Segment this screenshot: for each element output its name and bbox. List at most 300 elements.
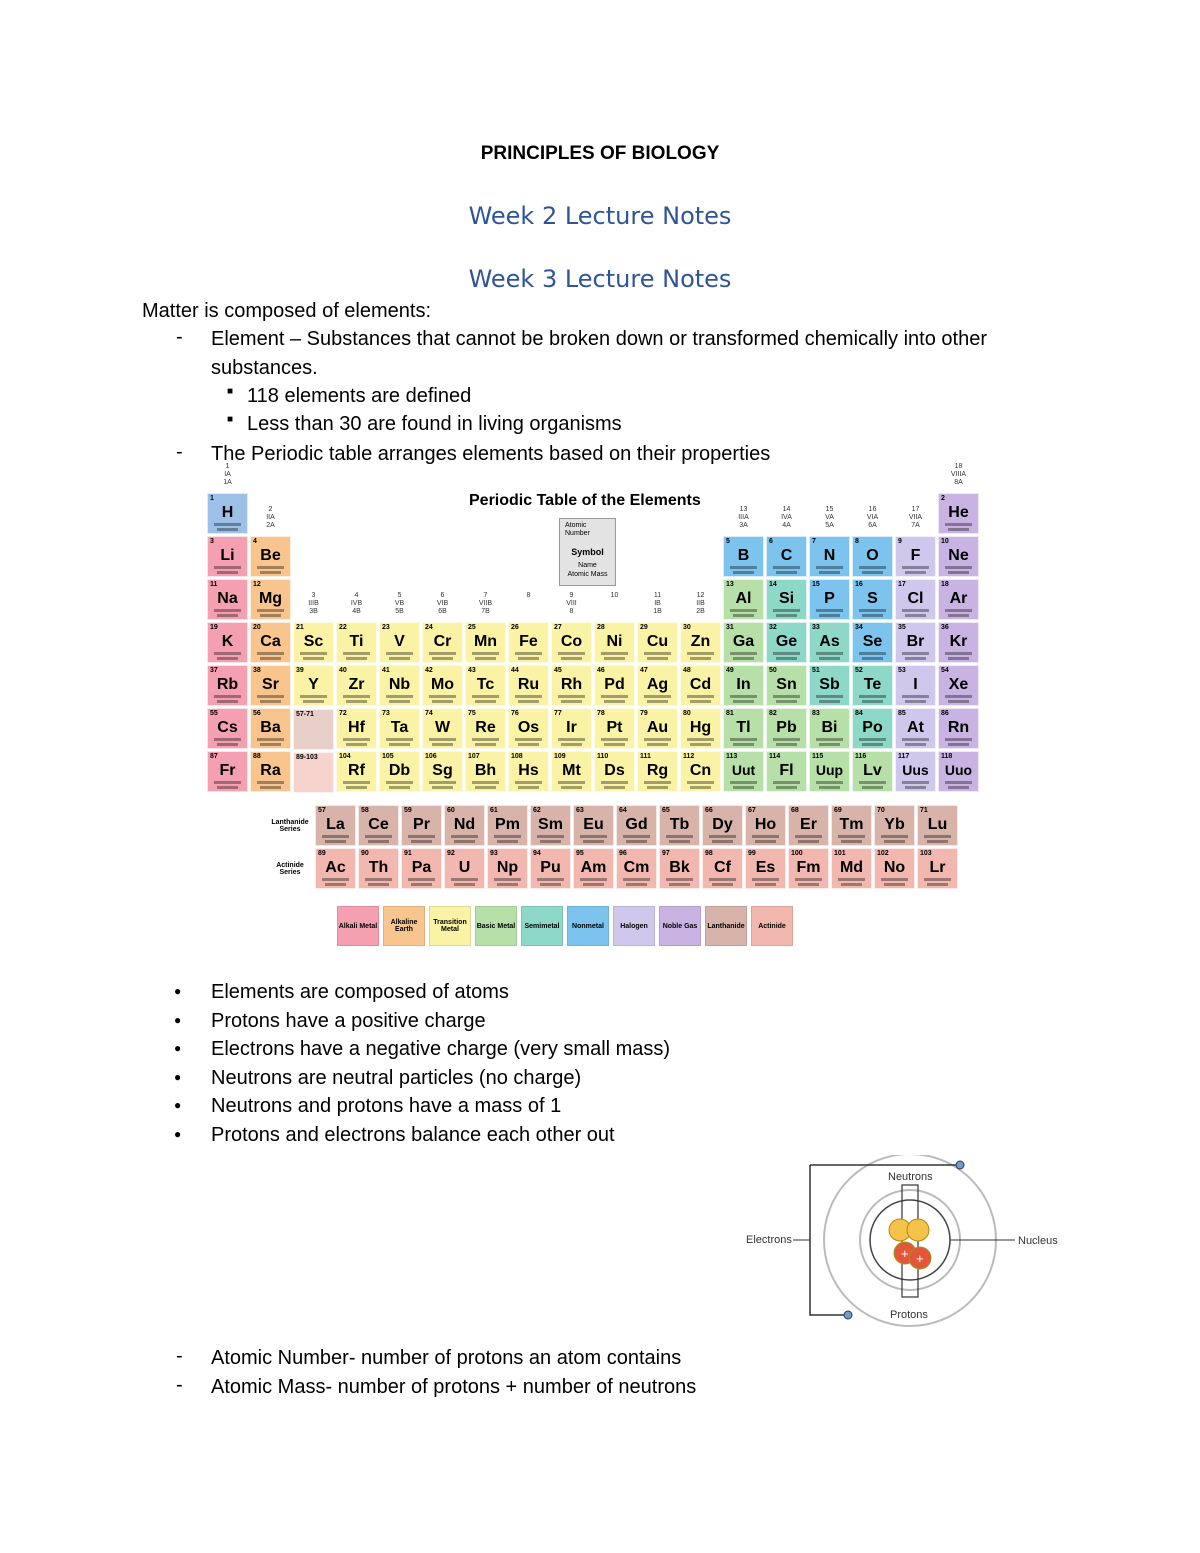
element-cell-ds <box>594 751 635 792</box>
element-symbol: Pa <box>411 859 432 876</box>
round-bullet: ● <box>174 1069 182 1084</box>
element-cell-ca <box>250 622 291 663</box>
element-cell-te <box>852 665 893 706</box>
atomic-number: 111 <box>640 753 651 760</box>
atomic-number: 110 <box>597 753 609 760</box>
element-symbol: Pt <box>606 719 623 736</box>
atomic-number: 17 <box>898 581 906 588</box>
element-cell-p <box>809 579 850 620</box>
element-symbol: Uut <box>731 762 756 778</box>
element-cell-lu <box>917 805 958 846</box>
element-cell-ir <box>551 708 592 749</box>
element-symbol: Tb <box>669 816 690 833</box>
element-symbol: Pm <box>495 816 520 833</box>
element-symbol: At <box>907 719 924 736</box>
atomic-number: 52 <box>855 667 863 674</box>
element-symbol: Bh <box>474 762 497 779</box>
element-symbol: Am <box>580 859 607 876</box>
element-cell-se <box>852 622 893 663</box>
square-bullet-item: 118 elements are defined <box>247 385 472 407</box>
element-cell-mn <box>465 622 506 663</box>
element-symbol: Pb <box>776 719 797 736</box>
dash-bullet: - <box>176 441 183 463</box>
element-symbol: Ca <box>260 633 281 650</box>
atomic-number: 100 <box>791 850 803 857</box>
round-bullet: ● <box>174 1041 182 1055</box>
element-symbol: Gd <box>625 816 648 833</box>
element-cell-po <box>852 708 893 749</box>
element-symbol: Ti <box>349 633 364 650</box>
atomic-number: 12 <box>253 581 261 588</box>
element-cell-mo <box>422 665 463 706</box>
atomic-number: 58 <box>361 807 369 814</box>
lanthanide-series-label: Lanthanide Series <box>271 819 309 833</box>
group-label: 10 <box>610 592 619 599</box>
atomic-number: 16 <box>855 581 863 588</box>
atomic-number: 15 <box>812 581 820 588</box>
round-bullet-item: Elements are composed of atoms <box>211 981 509 1003</box>
atomic-number: 51 <box>812 667 820 674</box>
atomic-number: 1 <box>210 495 214 502</box>
element-symbol: Ir <box>566 719 577 736</box>
actinide-series-label: Actinide Series <box>276 862 304 876</box>
plus-sign: + <box>916 1251 924 1266</box>
element-symbol: Cd <box>689 676 712 693</box>
element-symbol: Po <box>862 719 883 736</box>
atomic-number: 92 <box>447 850 455 857</box>
element-symbol: Uus <box>902 762 929 778</box>
atomic-number: 98 <box>705 850 713 857</box>
group-label: 11 IB 1B <box>653 592 662 615</box>
element-symbol: Cl <box>907 590 924 607</box>
element-symbol: Th <box>368 859 389 876</box>
element-symbol: Os <box>517 719 540 736</box>
element-symbol: Sg <box>432 762 453 779</box>
element-cell-at <box>895 708 936 749</box>
element-cell-no <box>874 848 915 889</box>
element-symbol: V <box>394 633 405 650</box>
atomic-number: 101 <box>834 850 846 857</box>
element-cell-re <box>465 708 506 749</box>
dash-bullet: - <box>176 1374 183 1396</box>
element-symbol: Tc <box>476 676 495 693</box>
element-symbol: K <box>221 633 234 650</box>
element-cell-sr <box>250 665 291 706</box>
atomic-number: 9 <box>898 538 902 545</box>
atomic-number: 84 <box>855 710 863 717</box>
atomic-number: 77 <box>554 710 562 717</box>
atomic-number: 106 <box>425 753 437 760</box>
element-cell-zr <box>336 665 377 706</box>
plus-sign: + <box>901 1246 909 1261</box>
actinide-placeholder: 89-103 <box>293 752 334 793</box>
element-cell-fe <box>508 622 549 663</box>
atomic-number: 5 <box>726 538 730 545</box>
element-symbol: Se <box>862 633 883 650</box>
electrons-label: Electrons <box>746 1234 792 1246</box>
element-cell-hs <box>508 751 549 792</box>
electron <box>844 1311 852 1319</box>
element-symbol: Er <box>800 816 817 833</box>
element-symbol: As <box>819 633 840 650</box>
element-symbol: Ra <box>260 762 281 779</box>
element-cell-ru <box>508 665 549 706</box>
group-label: 12 IIB 2B <box>696 592 705 615</box>
element-cell-au <box>637 708 678 749</box>
atomic-number: 95 <box>576 850 584 857</box>
atomic-number: 112 <box>683 753 695 760</box>
element-cell-h <box>207 493 248 534</box>
atomic-number: 65 <box>662 807 670 814</box>
atomic-number: 102 <box>877 850 889 857</box>
element-symbol: Br <box>906 633 925 650</box>
element-cell-er <box>788 805 829 846</box>
element-cell-mt <box>551 751 592 792</box>
dash-bullet: - <box>176 326 183 348</box>
element-symbol: Np <box>496 859 519 876</box>
element-symbol: Ta <box>390 719 409 736</box>
key-name-label: Name <box>578 562 597 569</box>
element-cell-uuo <box>938 751 979 792</box>
element-cell-o <box>852 536 893 577</box>
element-cell-f <box>895 536 936 577</box>
element-symbol: Cf <box>714 859 731 876</box>
element-symbol: O <box>866 547 879 564</box>
element-cell-mg <box>250 579 291 620</box>
element-cell-ni <box>594 622 635 663</box>
atomic-number: 72 <box>339 710 347 717</box>
element-cell-ba <box>250 708 291 749</box>
element-symbol: Es <box>755 859 776 876</box>
atomic-number: 11 <box>210 581 218 588</box>
atomic-number: 73 <box>382 710 390 717</box>
nucleus-outline <box>870 1200 950 1280</box>
element-cell-pa <box>401 848 442 889</box>
neutrons-label: Neutrons <box>888 1171 933 1183</box>
legend-lanthanide: Lanthanide <box>705 906 747 946</box>
element-cell-db <box>379 751 420 792</box>
element-cell-ar <box>938 579 979 620</box>
round-bullet-item: Electrons have a negative charge (very small mass) <box>211 1038 671 1060</box>
group-label: 16 VIA 6A <box>866 506 879 529</box>
element-symbol: Pu <box>540 859 561 876</box>
group-label: 17 VIIA 7A <box>908 506 923 529</box>
element-cell-ac <box>315 848 356 889</box>
element-symbol: Tl <box>736 719 751 736</box>
atomic-number: 81 <box>726 710 734 717</box>
intro-text: Matter is composed of elements: <box>142 300 432 322</box>
element-cell-si <box>766 579 807 620</box>
atomic-number: 27 <box>554 624 562 631</box>
element-cell-tb <box>659 805 700 846</box>
element-symbol: Nb <box>388 676 411 693</box>
element-cell-uup <box>809 751 850 792</box>
element-symbol: Sb <box>819 676 840 693</box>
element-symbol: Bi <box>821 719 838 736</box>
element-symbol: Rf <box>348 762 365 779</box>
atomic-number: 2 <box>941 495 945 502</box>
element-symbol: Sc <box>303 633 324 650</box>
legend-transition: Transition Metal <box>429 906 471 946</box>
square-bullet-item: Less than 30 are found in living organisms <box>247 413 622 435</box>
atomic-number: 103 <box>920 850 932 857</box>
atomic-number: 10 <box>941 538 949 545</box>
round-bullet: ● <box>174 1126 182 1141</box>
atomic-number: 33 <box>812 624 820 631</box>
element-symbol: Ru <box>517 676 540 693</box>
element-cell-b <box>723 536 764 577</box>
atomic-number: 31 <box>726 624 734 631</box>
atomic-number: 62 <box>533 807 541 814</box>
atomic-number: 6 <box>769 538 773 545</box>
key-mass-label: Atomic Mass <box>567 571 608 578</box>
atomic-number: 36 <box>941 624 949 631</box>
element-symbol: Tm <box>839 816 864 833</box>
element-symbol: Fr <box>219 762 236 779</box>
element-symbol: Fl <box>779 762 794 779</box>
element-cell-cm <box>616 848 657 889</box>
group-label: 4 IVB 4B <box>350 592 363 615</box>
square-bullet: ■ <box>227 414 234 425</box>
element-cell-tm <box>831 805 872 846</box>
atomic-number: 4 <box>253 538 257 545</box>
periodic-table-title: Periodic Table of the Elements <box>469 492 701 509</box>
element-cell-os <box>508 708 549 749</box>
element-symbol: F <box>910 547 921 564</box>
atomic-number: 108 <box>511 753 523 760</box>
atomic-number: 85 <box>898 710 906 717</box>
atomic-number: 76 <box>511 710 519 717</box>
atomic-number: 13 <box>726 581 734 588</box>
legend-nonmetal: Nonmetal <box>567 906 609 946</box>
element-symbol: Mg <box>258 590 283 607</box>
round-bullet: ● <box>174 984 182 998</box>
group-label: 3 IIIB 3B <box>308 592 319 615</box>
element-cell-th <box>358 848 399 889</box>
atomic-number: 26 <box>511 624 519 631</box>
element-symbol: Kr <box>949 633 968 650</box>
group-label: 7 VIIB 7B <box>478 592 493 615</box>
atomic-number: 24 <box>425 624 433 631</box>
periodic-table-text: The Periodic table arranges elements based on their properties <box>211 443 771 465</box>
element-symbol: U <box>458 859 471 876</box>
element-cell-xe <box>938 665 979 706</box>
element-symbol: Cu <box>646 633 669 650</box>
element-cell-nd <box>444 805 485 846</box>
atomic-number: 90 <box>361 850 369 857</box>
atomic-number: 67 <box>748 807 756 814</box>
atomic-number: 32 <box>769 624 777 631</box>
neutron <box>907 1219 929 1241</box>
element-cell-nb <box>379 665 420 706</box>
element-cell-k <box>207 622 248 663</box>
atomic-number: 3 <box>210 538 214 545</box>
atomic-number: 53 <box>898 667 906 674</box>
element-cell-i <box>895 665 936 706</box>
element-cell-ag <box>637 665 678 706</box>
group-label: 1 IA 1A <box>223 463 232 486</box>
element-definition: Element – Substances that cannot be broken down or transformed chemically into other <box>211 328 987 350</box>
element-cell-kr <box>938 622 979 663</box>
atomic-number: 46 <box>597 667 605 674</box>
atomic-number: 66 <box>705 807 713 814</box>
element-symbol: Ne <box>948 547 969 564</box>
atomic-number: 48 <box>683 667 691 674</box>
inner-electron-shell <box>860 1190 960 1290</box>
week-2-link[interactable]: Week 2 Lecture Notes <box>468 202 732 230</box>
group-label: 13 IIIA 3A <box>738 506 749 529</box>
lanthanide-placeholder: 57-71 <box>293 709 334 750</box>
atomic-number: 75 <box>468 710 476 717</box>
element-cell-sc <box>293 622 334 663</box>
atomic-number: 70 <box>877 807 885 814</box>
atomic-number: 89 <box>318 850 326 857</box>
atomic-number: 54 <box>941 667 949 674</box>
atomic-number: 41 <box>382 667 390 674</box>
legend-semimetal: Semimetal <box>521 906 563 946</box>
element-symbol: H <box>221 504 234 521</box>
element-cell-zn <box>680 622 721 663</box>
week-3-link[interactable]: Week 3 Lecture Notes <box>468 265 732 293</box>
atomic-number: 97 <box>662 850 670 857</box>
round-bullet-item: Protons have a positive charge <box>211 1009 486 1032</box>
element-symbol: Dy <box>712 816 733 833</box>
key-symbol-label: Symbol <box>571 547 604 557</box>
atomic-number: 113 <box>726 753 738 760</box>
group-label: 18 VIIIA 8A <box>950 463 967 486</box>
atomic-number: 118 <box>941 753 953 760</box>
atomic-number: 116 <box>855 753 867 760</box>
element-symbol: Fm <box>796 859 821 876</box>
element-symbol: Uuo <box>944 762 973 778</box>
atomic-number: 50 <box>769 667 777 674</box>
atomic-number: 99 <box>748 850 756 857</box>
legend-alkali: Alkali Metal <box>337 906 379 946</box>
element-symbol: Uup <box>815 762 844 778</box>
atomic-number: 42 <box>425 667 433 674</box>
element-cell-c <box>766 536 807 577</box>
atom-diagram <box>740 1155 1070 1330</box>
element-symbol: Mt <box>562 762 581 779</box>
atomic-number: 37 <box>210 667 218 674</box>
legend-actinide: Actinide <box>751 906 793 946</box>
element-symbol: Hg <box>689 719 712 736</box>
element-cell-pm <box>487 805 528 846</box>
element-symbol: Lr <box>929 859 946 876</box>
element-symbol: Ds <box>604 762 625 779</box>
element-symbol: Rg <box>646 762 669 779</box>
element-cell-pu <box>530 848 571 889</box>
element-symbol: La <box>326 816 345 833</box>
key-number-label: Number <box>565 530 590 537</box>
element-cell-rh <box>551 665 592 706</box>
atomic-number: 8 <box>855 538 859 545</box>
atomic-number: 88 <box>253 753 261 760</box>
legend-key-box <box>559 518 616 586</box>
atomic-number: 35 <box>898 624 906 631</box>
atomic-number: 59 <box>404 807 412 814</box>
element-symbol: Co <box>560 633 583 650</box>
atomic-number: 79 <box>640 710 648 717</box>
element-symbol: Pd <box>604 676 625 693</box>
element-symbol: Ni <box>606 633 623 650</box>
element-symbol: In <box>736 676 751 693</box>
element-cell-fr <box>207 751 248 792</box>
atomic-number: 60 <box>447 807 455 814</box>
element-cell-rb <box>207 665 248 706</box>
atomic-number: 105 <box>382 753 394 760</box>
element-cell-cl <box>895 579 936 620</box>
atomic-number: 63 <box>576 807 584 814</box>
atomic-number: 47 <box>640 667 648 674</box>
element-symbol: Yb <box>884 816 905 833</box>
element-symbol: Bk <box>669 859 690 876</box>
element-symbol: Xe <box>948 676 969 693</box>
element-cell-cn <box>680 751 721 792</box>
element-symbol: Db <box>388 762 411 779</box>
round-bullet-item: Protons and electrons balance each other out <box>211 1123 615 1146</box>
atomic-number: 109 <box>554 753 566 760</box>
atomic-number: 19 <box>210 624 218 631</box>
element-cell-es <box>745 848 786 889</box>
element-symbol: Sr <box>262 676 279 693</box>
square-bullet: ■ <box>227 386 234 397</box>
element-cell-sm <box>530 805 571 846</box>
atomic-number: 40 <box>339 667 347 674</box>
atomic-number: 30 <box>683 624 691 631</box>
element-symbol: Ag <box>646 676 669 693</box>
atomic-number: 34 <box>855 624 863 631</box>
element-cell-cr <box>422 622 463 663</box>
legend-noble: Noble Gas <box>659 906 701 946</box>
atomic-number: 21 <box>296 624 304 631</box>
element-cell-hg <box>680 708 721 749</box>
element-cell-s <box>852 579 893 620</box>
element-cell-sb <box>809 665 850 706</box>
atomic-number: 44 <box>511 667 519 674</box>
element-symbol: Li <box>220 547 235 564</box>
element-cell-ra <box>250 751 291 792</box>
atomic-number: 82 <box>769 710 777 717</box>
element-symbol: W <box>434 719 451 736</box>
atomic-number: 104 <box>339 753 351 760</box>
element-symbol: B <box>737 547 750 564</box>
element-cell-cs <box>207 708 248 749</box>
atomic-number: 93 <box>490 850 498 857</box>
atomic-number: 107 <box>468 753 480 760</box>
element-cell-lr <box>917 848 958 889</box>
element-symbol: Cs <box>217 719 238 736</box>
element-symbol: Eu <box>583 816 604 833</box>
dash-bullet: - <box>176 1345 183 1367</box>
element-cell-cu <box>637 622 678 663</box>
atomic-number: 14 <box>769 581 777 588</box>
element-symbol: Mo <box>430 676 455 693</box>
element-symbol: Be <box>260 547 281 564</box>
element-symbol: Na <box>217 590 238 607</box>
element-symbol: P <box>824 590 835 607</box>
group-label: 8 <box>526 592 531 599</box>
element-cell-bi <box>809 708 850 749</box>
element-cell-ti <box>336 622 377 663</box>
atomic-number: 22 <box>339 624 347 631</box>
key-atomic-label: Atomic <box>565 522 587 529</box>
element-cell-hf <box>336 708 377 749</box>
element-symbol: Te <box>863 676 882 693</box>
round-bullet: ● <box>174 1098 182 1112</box>
element-symbol: N <box>823 547 836 564</box>
round-bullet-item: Neutrons and protons have a mass of 1 <box>211 1095 562 1117</box>
